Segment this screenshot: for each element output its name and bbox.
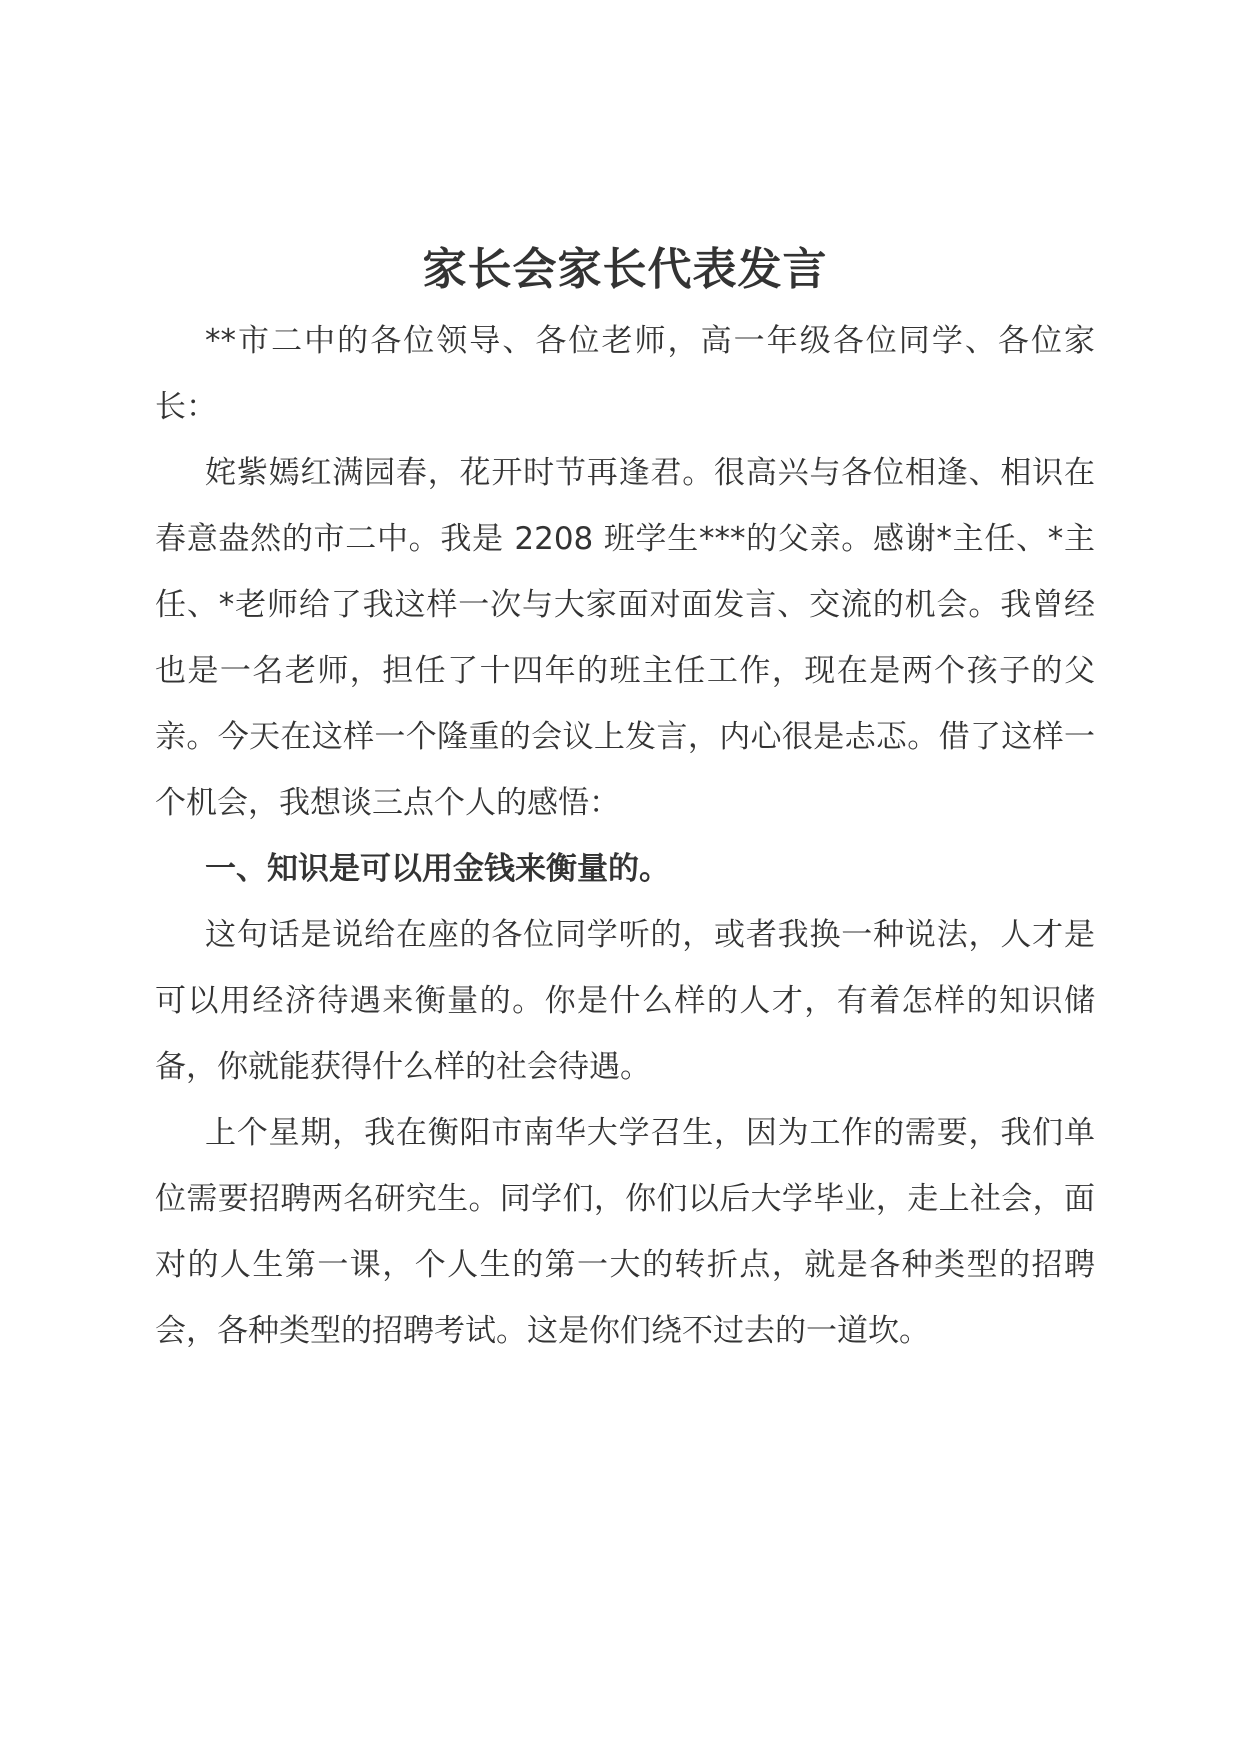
document-title: 家长会家长代表发言 bbox=[422, 244, 828, 295]
intro-paragraph: 姹紫嫣红满园春，花开时节再逢君。很高兴与各位相逢、相识在春意盎然的市二中。我是 2208 班学生***的父亲。感谢*主任、*主任、*老师给了我这样一次与大家面对面发言、交流的机会。我曾经也是一名老师，担任了十四年的班主任工作，现在是两个孩子的父亲。今天在这样一个隆重的会议上发言，内心很是忐忑。借了这样一个机会，我想谈三点个人的感悟： bbox=[155, 455, 1095, 821]
body-paragraph: 这句话是说给在座的各位同学听的，或者我换一种说法，人才是可以用经济待遇来衡量的。你是什么样的人才，有着怎样的知识储备，你就能获得什么样的社会待遇。 bbox=[155, 917, 1095, 1085]
section-heading: 一、知识是可以用金钱来衡量的。 bbox=[205, 851, 670, 887]
greeting-paragraph: **市二中的各位领导、各位老师，高一年级各位同学、各位家长： bbox=[155, 323, 1095, 425]
body-paragraph: 上个星期，我在衡阳市南华大学召生，因为工作的需要，我们单位需要招聘两名研究生。同学们，你们以后大学毕业，走上社会，面对的人生第一课，个人生的第一大的转折点，就是各种类型的招聘会，各种类型的招聘考试。这是你们绕不过去的一道坎。 bbox=[155, 1115, 1095, 1349]
document-page bbox=[155, 240, 1095, 1364]
